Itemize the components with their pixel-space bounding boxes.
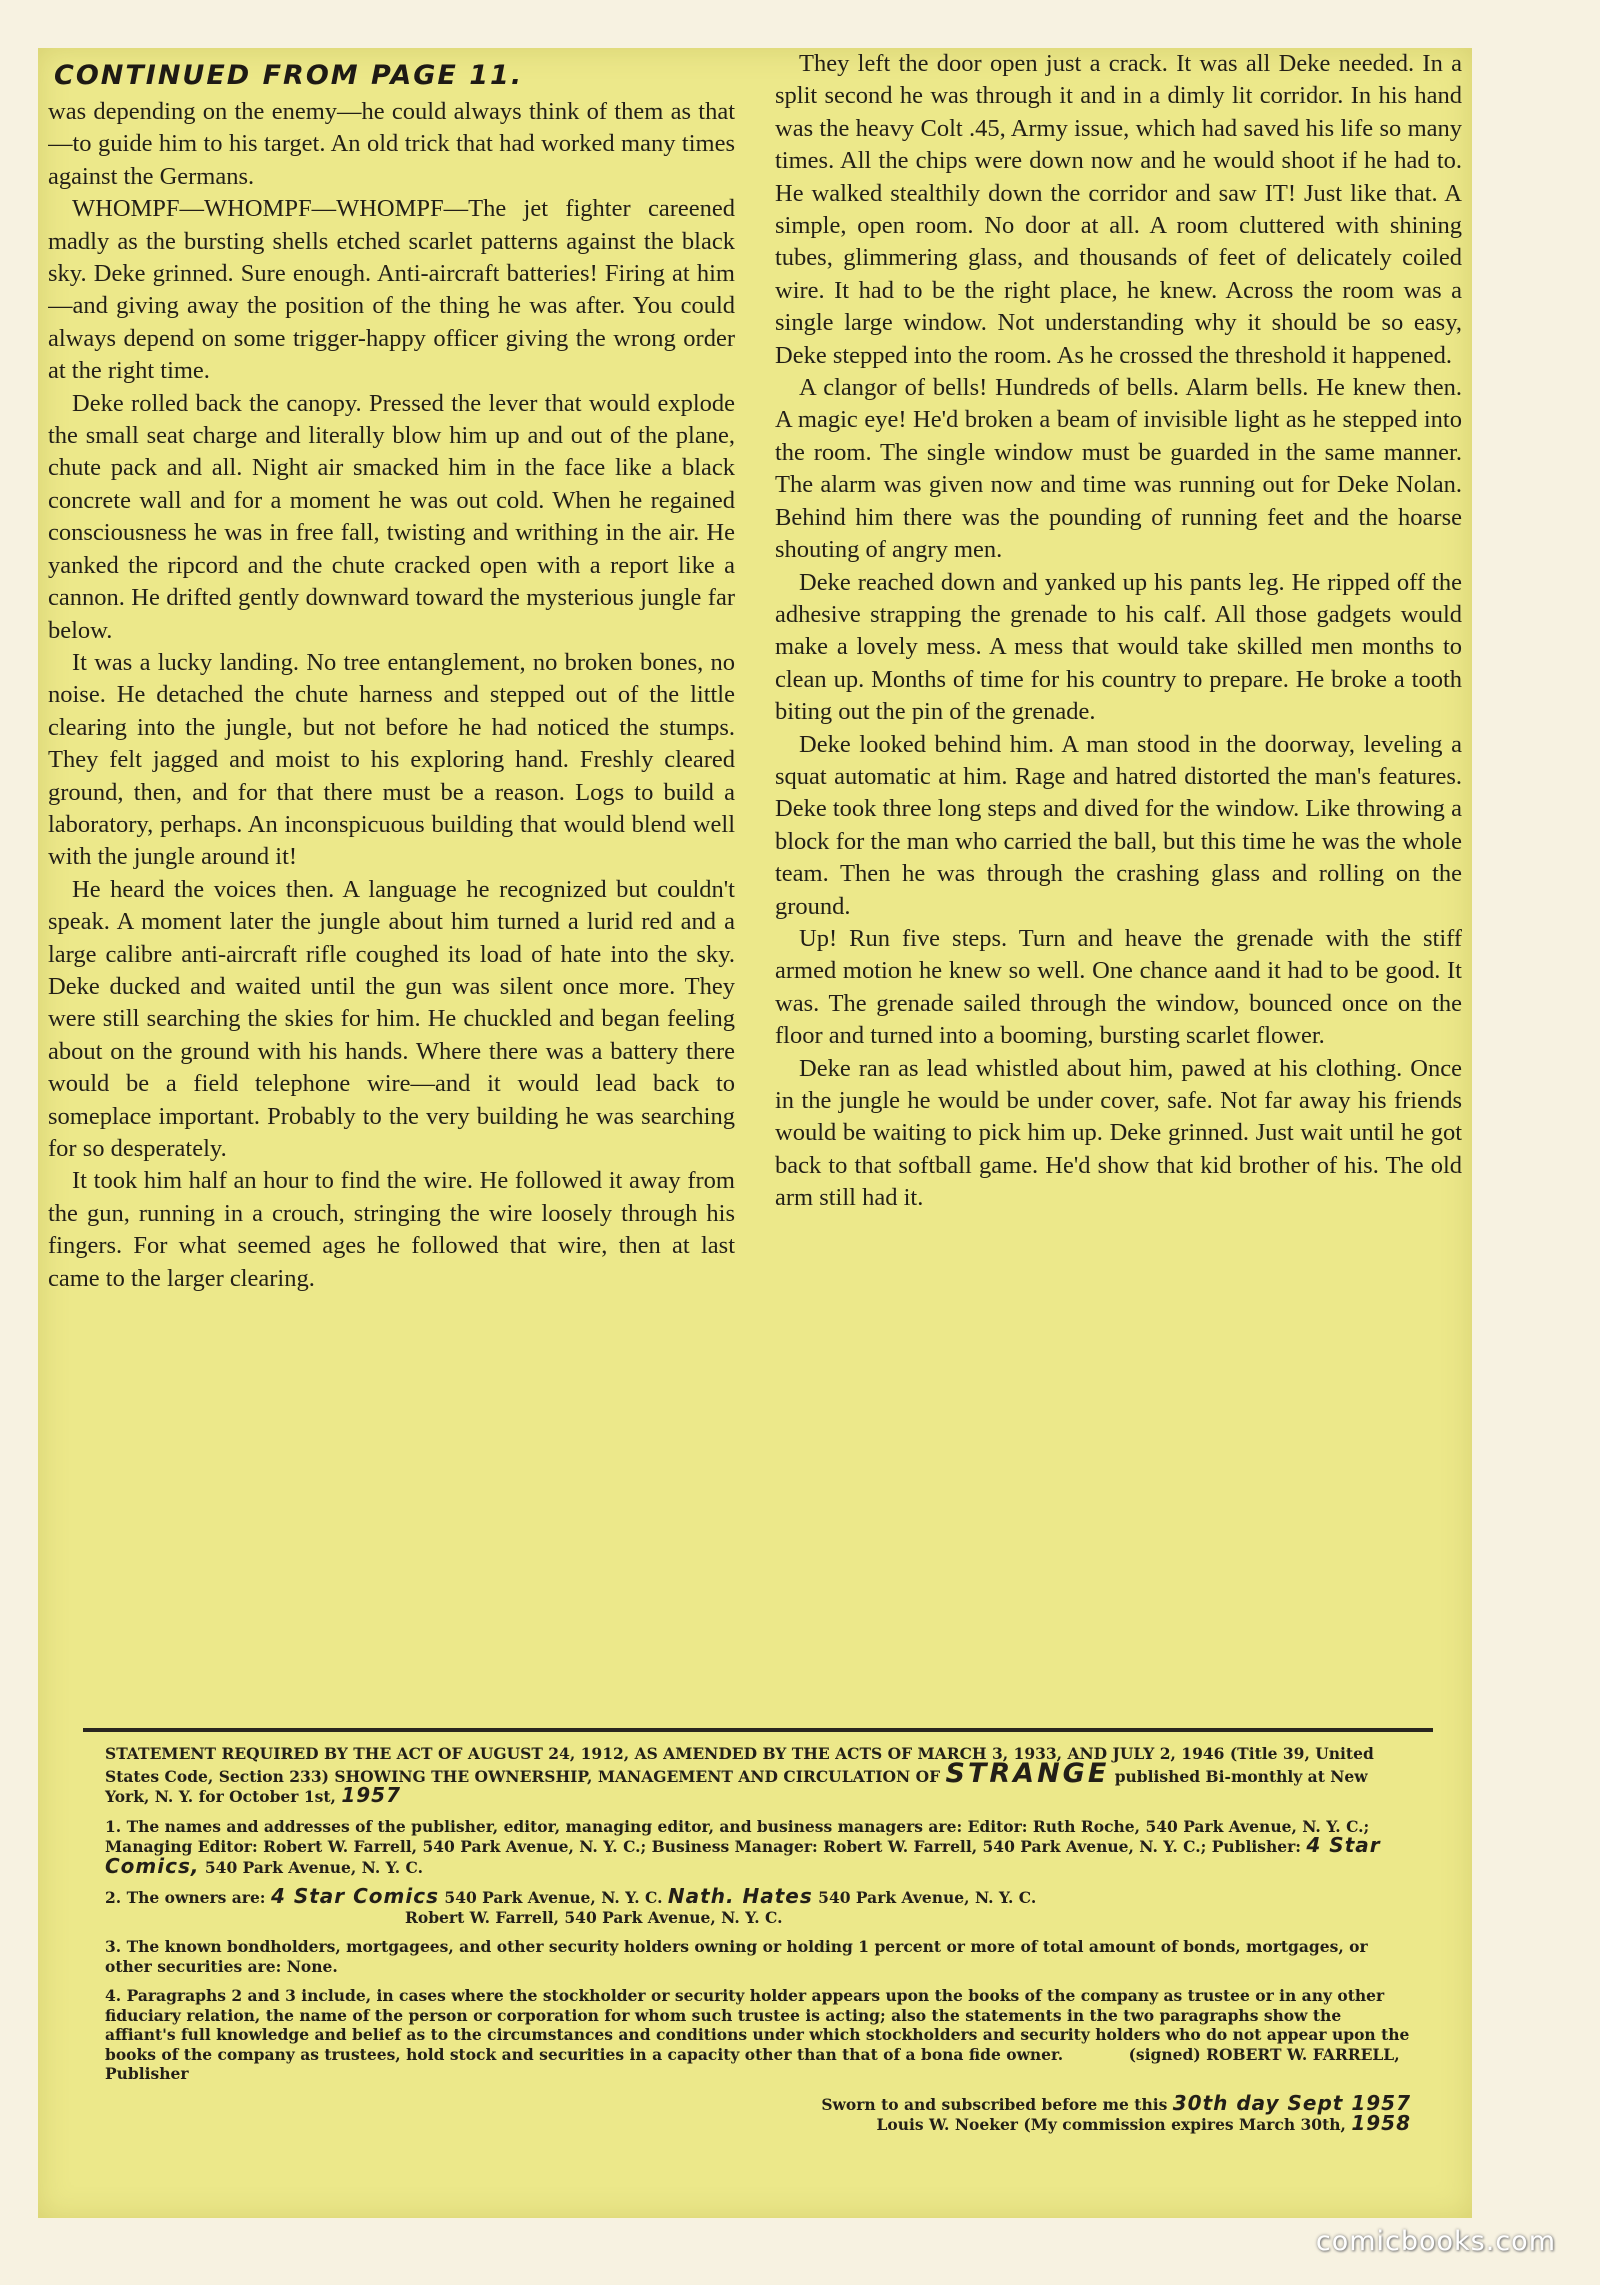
statement-item-1-text: 1. The names and addresses of the publisher, editor, managing editor, and business managers are: Editor: Ruth Roche, 540 Park Avenue, N. Y. C.; Managing Editor: Robert W. Farrell, 540 Park Avenue, N. Y. C.; Business Manager: Robert W. Farrell, 540 Park Avenue, N. Y. C.; Publisher: (105, 1816, 1370, 1856)
story-paragraph: Deke reached down and yanked up his pants leg. He ripped off the adhesive strapping the grenade to his calf. All those gadgets would make a lovely mess. A mess that would take skilled men months to clean up. Months of time for his country to prepare. He broke a tooth biting out the pin of the grenade. (775, 568, 1462, 726)
story-text (48, 48, 1462, 1713)
signed-line: (signed) ROBERT W. FARRELL, Publisher (105, 2044, 1400, 2083)
handwritten-title: STRANGE (945, 1757, 1110, 1789)
notary-line (105, 2111, 1411, 2135)
statement-publication-text: published Bi-monthly at New York, N. Y. for October 1st, (105, 1766, 1368, 1806)
story-paragraph: Up! Run five steps. Turn and heave the grenade with the stiff armed motion he knew so well. One chance aand it had to be good. It was. The grenade sailed through the window, bounced once on the floor and turned into a booming, bursting scarlet flower. (775, 924, 1462, 1050)
handwritten-date: 30th day Sept 1957 (1172, 2090, 1411, 2115)
story-column-right (775, 48, 1462, 1713)
story-paragraph: WHOMPF—WHOMPF—WHOMPF—The jet fighter careened madly as the bursting shells etched scarlet patterns against the black sky. Deke grinned. Sure enough. Anti-aircraft batteries! Firing at him—and giving away the position of the thing he was after. You could always depend on some trigger-happy officer giving the wrong order at the right time. (48, 195, 735, 385)
story-paragraph: He heard the voices then. A language he recognized but couldn't speak. A moment later the jungle about him turned a lurid red and a large calibre anti-aircraft rifle coughed its load of hate into the sky. Deke ducked and waited until the gun was silent once more. They were still searching the skies for him. He chuckled and began feeling about on the ground with his hands. Where there was a battery there would be a field telephone wire—and it would lead back to someplace important. Probably to the very building he was searching for so desperately. (48, 875, 735, 1162)
statement-item-1-address: 540 Park Avenue, N. Y. C. (204, 1857, 423, 1877)
site-watermark: comicbooks.com (1315, 2226, 1556, 2257)
story-paragraph: They left the door open just a crack. It was all Deke needed. In a split second he was through it and in a dimly lit corridor. In his hand was the heavy Colt .45, Army issue, which had saved his life so many times. All the chips were down now and he would shoot if he had to. He walked stealthily down the corridor and saw IT! Just like that. A simple, open room. No door at all. A room cluttered with shining tubes, glimmering glass, and thousands of feet of delicately coiled wire. It had to be the right place, he knew. Across the room was a single large window. Not understanding why it should be so easy, Deke stepped into the room. As he crossed the threshold it happened. (775, 50, 1462, 369)
handwritten-owner-2: Nath. Hates (667, 1884, 813, 1908)
story-paragraph: was depending on the enemy—he could always think of them as that—to guide him to his target. An old trick that had worked many times against the Germans. (48, 98, 735, 190)
handwritten-expiry-year: 1958 (1351, 2111, 1411, 2135)
story-paragraph: Deke ran as lead whistled about him, pawed at his clothing. Once in the jungle he would be under cover, safe. Not far away his friends would be waiting to pick him up. Deke grinned. Just wait until he got back to that softball game. He'd show that kid brother of his. The old arm still had it. (775, 1054, 1462, 1212)
statement-owner-3: Robert W. Farrell, 540 Park Avenue, N. Y. C. (405, 1907, 783, 1927)
handwritten-publisher: 4 Star Comics, (105, 1833, 1381, 1878)
story-paragraph: It was a lucky landing. No tree entanglement, no broken bones, no noise. He detached the chute harness and stepped out of the little clearing into the jungle, but not before he had noticed the stumps. They felt jagged and moist to his exploring hand. Freshly cleared ground, then, and for that there must be a reason. Logs to build a laboratory, perhaps. An inconspicuous building that would blend well with the jungle around it! (48, 648, 735, 871)
handwritten-owner-1: 4 Star Comics (270, 1884, 439, 1908)
statement-item-3: 3. The known bondholders, mortgagees, and other security holders owning or holding 1 percent or more of total amount of bonds, mortgages, or other securities are: None. (105, 1937, 1368, 1976)
statement-item-1 (105, 1817, 1411, 1878)
continued-heading: CONTINUED FROM PAGE 11. (54, 60, 524, 91)
statement-owner-2-address: 540 Park Avenue, N. Y. C. (818, 1888, 1037, 1907)
statement-intro-text: STATEMENT REQUIRED BY THE ACT OF AUGUST 24, 1912, AS AMENDED BY THE ACTS OF MARCH 3, 1933, AND JULY 2, 1946 (Title 39, United States Code, Section 233) SHOWING THE OWNERSHIP, MANAGEMENT AND CIRCULATION OF (105, 1744, 1374, 1786)
statement-item-2 (105, 1884, 1411, 1927)
page (38, 48, 1472, 2218)
statement-item-2-text: 2. The owners are: (105, 1888, 266, 1907)
story-paragraph: Deke looked behind him. A man stood in the doorway, leveling a squat automatic at him. Rage and hatred distorted the man's features. Deke took three long steps and dived for the window. Like throwing a block for the man who carried the ball, but this time he was the whole team. Then he was through the crashing glass and rolling on the ground. (775, 730, 1462, 920)
sworn-text: Sworn to and subscribed before me this (821, 2094, 1168, 2114)
statement-item-4-text: 4. Paragraphs 2 and 3 include, in cases where the stockholder or security holder appears upon the books of the company as trustee or in any other fiduciary relation, the name of the person or corporation for whom such trustee is acting; also the statements in the two paragraphs show the affiant's full knowledge and belief as to the circumstances and conditions under which stockholders and security holders who do not appear upon the books of the company as trustees, hold stock and securities in a capacity other than that of a bona fide owner. (105, 1986, 1410, 2064)
sworn-line (105, 2090, 1411, 2115)
handwritten-year: 1957 (341, 1783, 401, 1807)
story-paragraph: A clangor of bells! Hundreds of bells. Alarm bells. He knew then. A magic eye! He'd broken a beam of invisible light as he stepped into the room. The single window must be guarded in the same manner. The alarm was given now and time was running out for Deke Nolan. Behind him there was the pounding of running feet and the hoarse shouting of angry men. (775, 374, 1462, 564)
statement-owner-1-address: 540 Park Avenue, N. Y. C. (444, 1888, 663, 1907)
statement-item-4 (105, 1986, 1411, 2084)
ownership-statement (83, 1728, 1433, 2198)
story-paragraph: Deke rolled back the canopy. Pressed the lever that would explode the small seat charge and literally blow him up and out of the plane, chute pack and all. Night air smacked him in the face like a black concrete wall and for a moment he was out cold. When he regained consciousness he was in free fall, twisting and writhing in the air. He yanked the ripcord and the chute cracked open with a report like a cannon. He drifted gently downward toward the mysterious jungle far below. (48, 389, 735, 644)
story-paragraph: It took him half an hour to find the wire. He followed it away from the gun, running in a crouch, stringing the wire loosely through his fingers. For what seemed ages he followed that wire, then at last came to the larger clearing. (48, 1167, 735, 1292)
statement-intro (105, 1744, 1411, 1807)
notary-text: Louis W. Noeker (My commission expires March 30th, (876, 2115, 1346, 2134)
story-column-left (48, 48, 735, 1713)
